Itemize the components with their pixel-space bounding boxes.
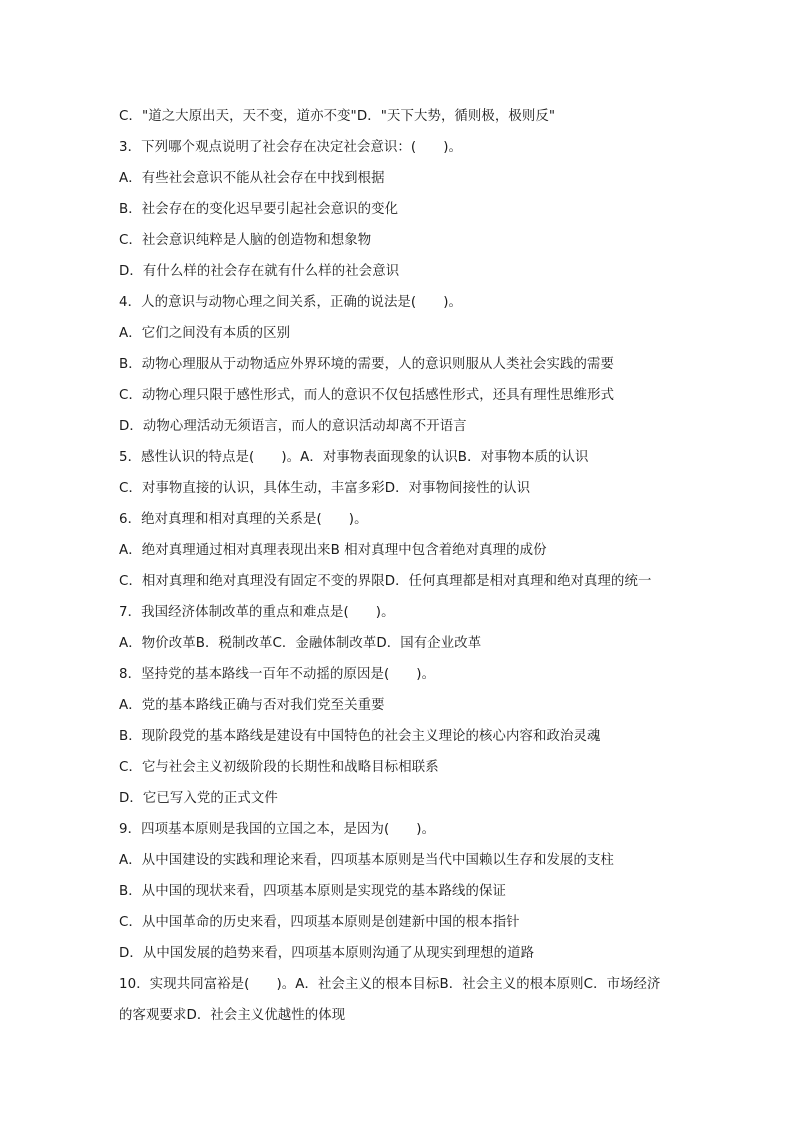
question-text-block — [119, 101, 679, 1031]
question-3: 3．下列哪个观点说明了社会存在决定社会意识：( )。 — [119, 140, 463, 155]
option-line: A．它们之间没有本质的区别 — [119, 326, 291, 341]
option-line: D．有什么样的社会存在就有什么样的社会意识 — [119, 264, 400, 279]
question-7: 7．我国经济体制改革的重点和难点是( )。 — [119, 605, 395, 620]
option-line: D．从中国发展的趋势来看，四项基本原则沟通了从现实到理想的道路 — [119, 946, 535, 961]
option-line: C．相对真理和绝对真理没有固定不变的界限D．任何真理都是相对真理和绝对真理的统一 — [119, 574, 652, 589]
option-line: C．动物心理只限于感性形式，而人的意识不仅包括感性形式，还具有理性思维形式 — [119, 388, 615, 403]
question-8: 8．坚持党的基本路线一百年不动摇的原因是( )。 — [119, 667, 436, 682]
question-6: 6．绝对真理和相对真理的关系是( )。 — [119, 512, 368, 527]
option-line: B．从中国的现状来看，四项基本原则是实现党的基本路线的保证 — [119, 884, 507, 899]
option-line: C．它与社会主义初级阶段的长期性和战略目标相联系 — [119, 760, 439, 775]
option-line: A．党的基本路线正确与否对我们党至关重要 — [119, 698, 385, 713]
option-line: A．物价改革B．税制改革C．金融体制改革D．国有企业改革 — [119, 636, 482, 651]
option-line: A．有些社会意识不能从社会存在中找到根据 — [119, 171, 385, 186]
option-line: A．从中国建设的实践和理论来看，四项基本原则是当代中国赖以生存和发展的支柱 — [119, 853, 614, 868]
option-line: C．社会意识纯粹是人脑的创造物和想象物 — [119, 233, 372, 248]
question-4: 4．人的意识与动物心理之间关系，正确的说法是( )。 — [119, 295, 463, 310]
text-line: C．"道之大原出天，天不变，道亦不变"D．"天下大势，循则极，极则反" — [119, 109, 556, 124]
question-10-continued: 的客观要求D．社会主义优越性的体现 — [119, 1008, 346, 1023]
question-9: 9．四项基本原则是我国的立国之本，是因为( )。 — [119, 822, 436, 837]
question-10: 10．实现共同富裕是( )。A．社会主义的根本目标B．社会主义的根本原则C．市场经济 — [119, 977, 661, 992]
option-line: B．现阶段党的基本路线是建设有中国特色的社会主义理论的核心内容和政治灵魂 — [119, 729, 601, 744]
question-5: 5．感性认识的特点是( )。A．对事物表面现象的认识B．对事物本质的认识 — [119, 450, 589, 465]
option-line: C．对事物直接的认识，具体生动，丰富多彩D．对事物间接性的认识 — [119, 481, 531, 496]
option-line: B．动物心理服从于动物适应外界环境的需要，人的意识则服从人类社会实践的需要 — [119, 357, 614, 372]
option-line: A．绝对真理通过相对真理表现出来B 相对真理中包含着绝对真理的成份 — [119, 543, 547, 558]
option-line: D．它已写入党的正式文件 — [119, 791, 278, 806]
option-line: C．从中国革命的历史来看，四项基本原则是创建新中国的根本指针 — [119, 915, 520, 930]
option-line: B．社会存在的变化迟早要引起社会意识的变化 — [119, 202, 399, 217]
option-line: D．动物心理活动无须语言，而人的意识活动却离不开语言 — [119, 419, 467, 434]
